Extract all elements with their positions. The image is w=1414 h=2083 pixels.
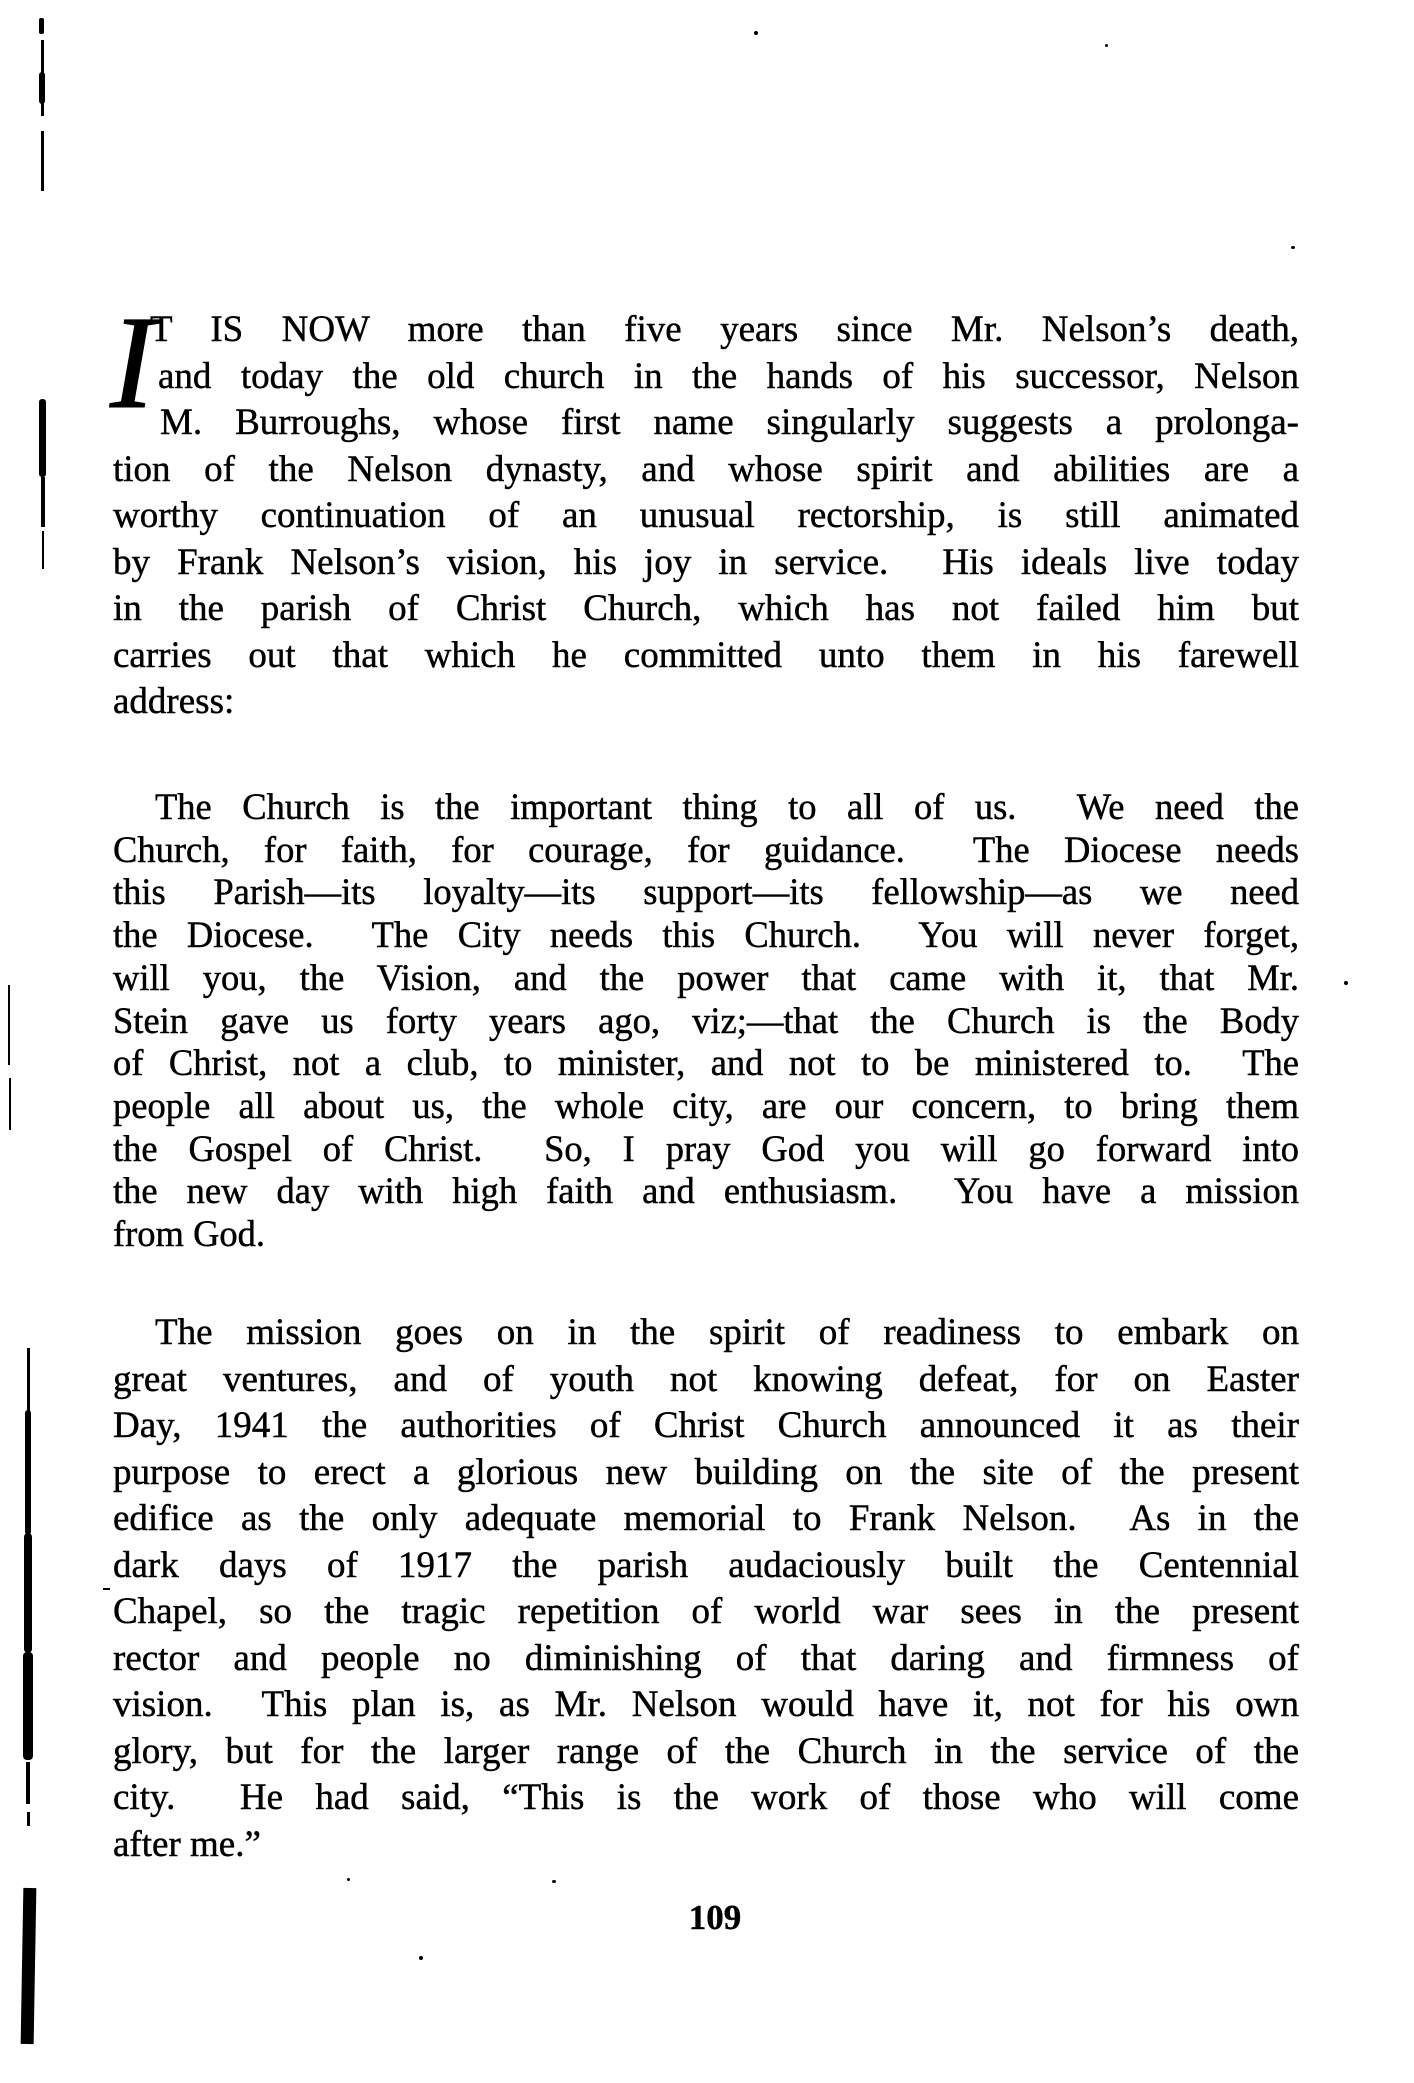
text-line: tion of the Nelson dynasty, and whose spirit and abilities are a — [113, 448, 1299, 490]
ink-speck — [1344, 981, 1348, 985]
text-line: dark days of 1917 the parish audaciously built the Centennial — [113, 1544, 1299, 1586]
text-line: edifice as the only adequate memorial to Frank Nelson. As in the — [113, 1498, 1299, 1539]
paragraph-opening — [113, 307, 1299, 726]
paragraph-mission — [113, 1310, 1299, 1868]
text-line: Chapel, so the tragic repetition of world war sees in the present — [113, 1591, 1299, 1632]
text-line: M. Burroughs, whose first name singularly suggests a prolonga- — [160, 402, 1299, 443]
text-line: Day, 1941 the authorities of Christ Church announced it as their — [113, 1405, 1299, 1446]
text-line: the Gospel of Christ. So, I pray God you will go forward into — [113, 1127, 1299, 1169]
text-line: worthy continuation of an unusual rectorship, is still animated — [113, 495, 1299, 536]
scan-artifact-mark — [25, 1410, 31, 1535]
text-line: T IS NOW more than five years since Mr. Nelson’s death, — [150, 309, 1299, 350]
scan-artifact-mark — [23, 1652, 33, 1760]
text-line: carries out that which he committed unto them in his farewell — [113, 634, 1299, 676]
text-line: great ventures, and of youth not knowing defeat, for on Easter — [113, 1358, 1299, 1400]
scan-artifact-mark — [9, 1078, 11, 1130]
scan-artifact-mark — [8, 985, 10, 1065]
text-line: people all about us, the whole city, are our concern, to bring them — [113, 1084, 1299, 1126]
page-number: 109 — [688, 1898, 742, 1937]
scan-artifact-mark — [41, 477, 45, 527]
text-line: vision. This plan is, as Mr. Nelson would have it, not for his own — [113, 1684, 1299, 1725]
scan-artifact-mark — [42, 531, 44, 569]
scan-artifact-mark — [41, 131, 44, 191]
scan-artifact-mark — [24, 1533, 32, 1653]
text-line: address: — [113, 681, 235, 722]
text-line: from God. — [113, 1213, 266, 1255]
text-line: the Diocese. The City needs this Church. You will never forget, — [113, 914, 1299, 956]
text-line: by Frank Nelson’s vision, his joy in service. His ideals live today — [113, 541, 1299, 583]
ink-speck — [754, 31, 758, 35]
scan-artifact-mark — [39, 72, 45, 104]
ink-speck — [552, 1880, 556, 1883]
scan-artifact-mark — [26, 1762, 30, 1804]
ink-speck — [419, 1956, 423, 1960]
text-line: in the parish of Christ Church, which has not failed him but — [113, 588, 1299, 629]
text-line: rector and people no diminishing of that daring and firmness of — [113, 1637, 1299, 1679]
scan-artifact-mark — [27, 1348, 30, 1412]
text-line: Stein gave us forty years ago, viz;—that the Church is the Body — [113, 999, 1299, 1041]
ink-speck — [347, 1878, 350, 1881]
drop-cap-letter: I — [110, 288, 155, 436]
text-line: The Church is the important thing to all of us. We need the — [155, 786, 1299, 827]
scan-artifact-mark — [39, 18, 44, 34]
text-line: and today the old church in the hands of his successor, Nelson — [158, 355, 1299, 397]
text-line: after me.” — [113, 1823, 261, 1865]
text-line: purpose to erect a glorious new building on the site of the present — [113, 1451, 1299, 1493]
ink-speck — [1291, 246, 1295, 249]
paragraph-farewell-quote — [113, 786, 1299, 1256]
text-line: glory, but for the larger range of the Church in the service of the — [113, 1730, 1299, 1772]
text-line: this Parish—its loyalty—its support—its fellowship—as we need — [113, 871, 1299, 913]
text-line: of Christ, not a club, to minister, and not to be ministered to. The — [113, 1042, 1299, 1084]
scan-artifact-bar — [21, 1888, 37, 2044]
text-line: will you, the Vision, and the power that came with it, that Mr. — [113, 956, 1299, 998]
text-line: city. He had said, “This is the work of those who will come — [113, 1777, 1299, 1818]
ink-speck — [103, 1588, 110, 1590]
text-line: Church, for faith, for courage, for guidance. The Diocese needs — [113, 828, 1299, 870]
text-line: the new day with high faith and enthusiasm. You have a mission — [113, 1170, 1299, 1212]
ink-speck — [1105, 44, 1108, 47]
scan-artifact-mark — [27, 1812, 30, 1826]
scan-artifact-mark — [39, 399, 46, 477]
text-line: The mission goes on in the spirit of readiness to embark on — [155, 1312, 1299, 1353]
